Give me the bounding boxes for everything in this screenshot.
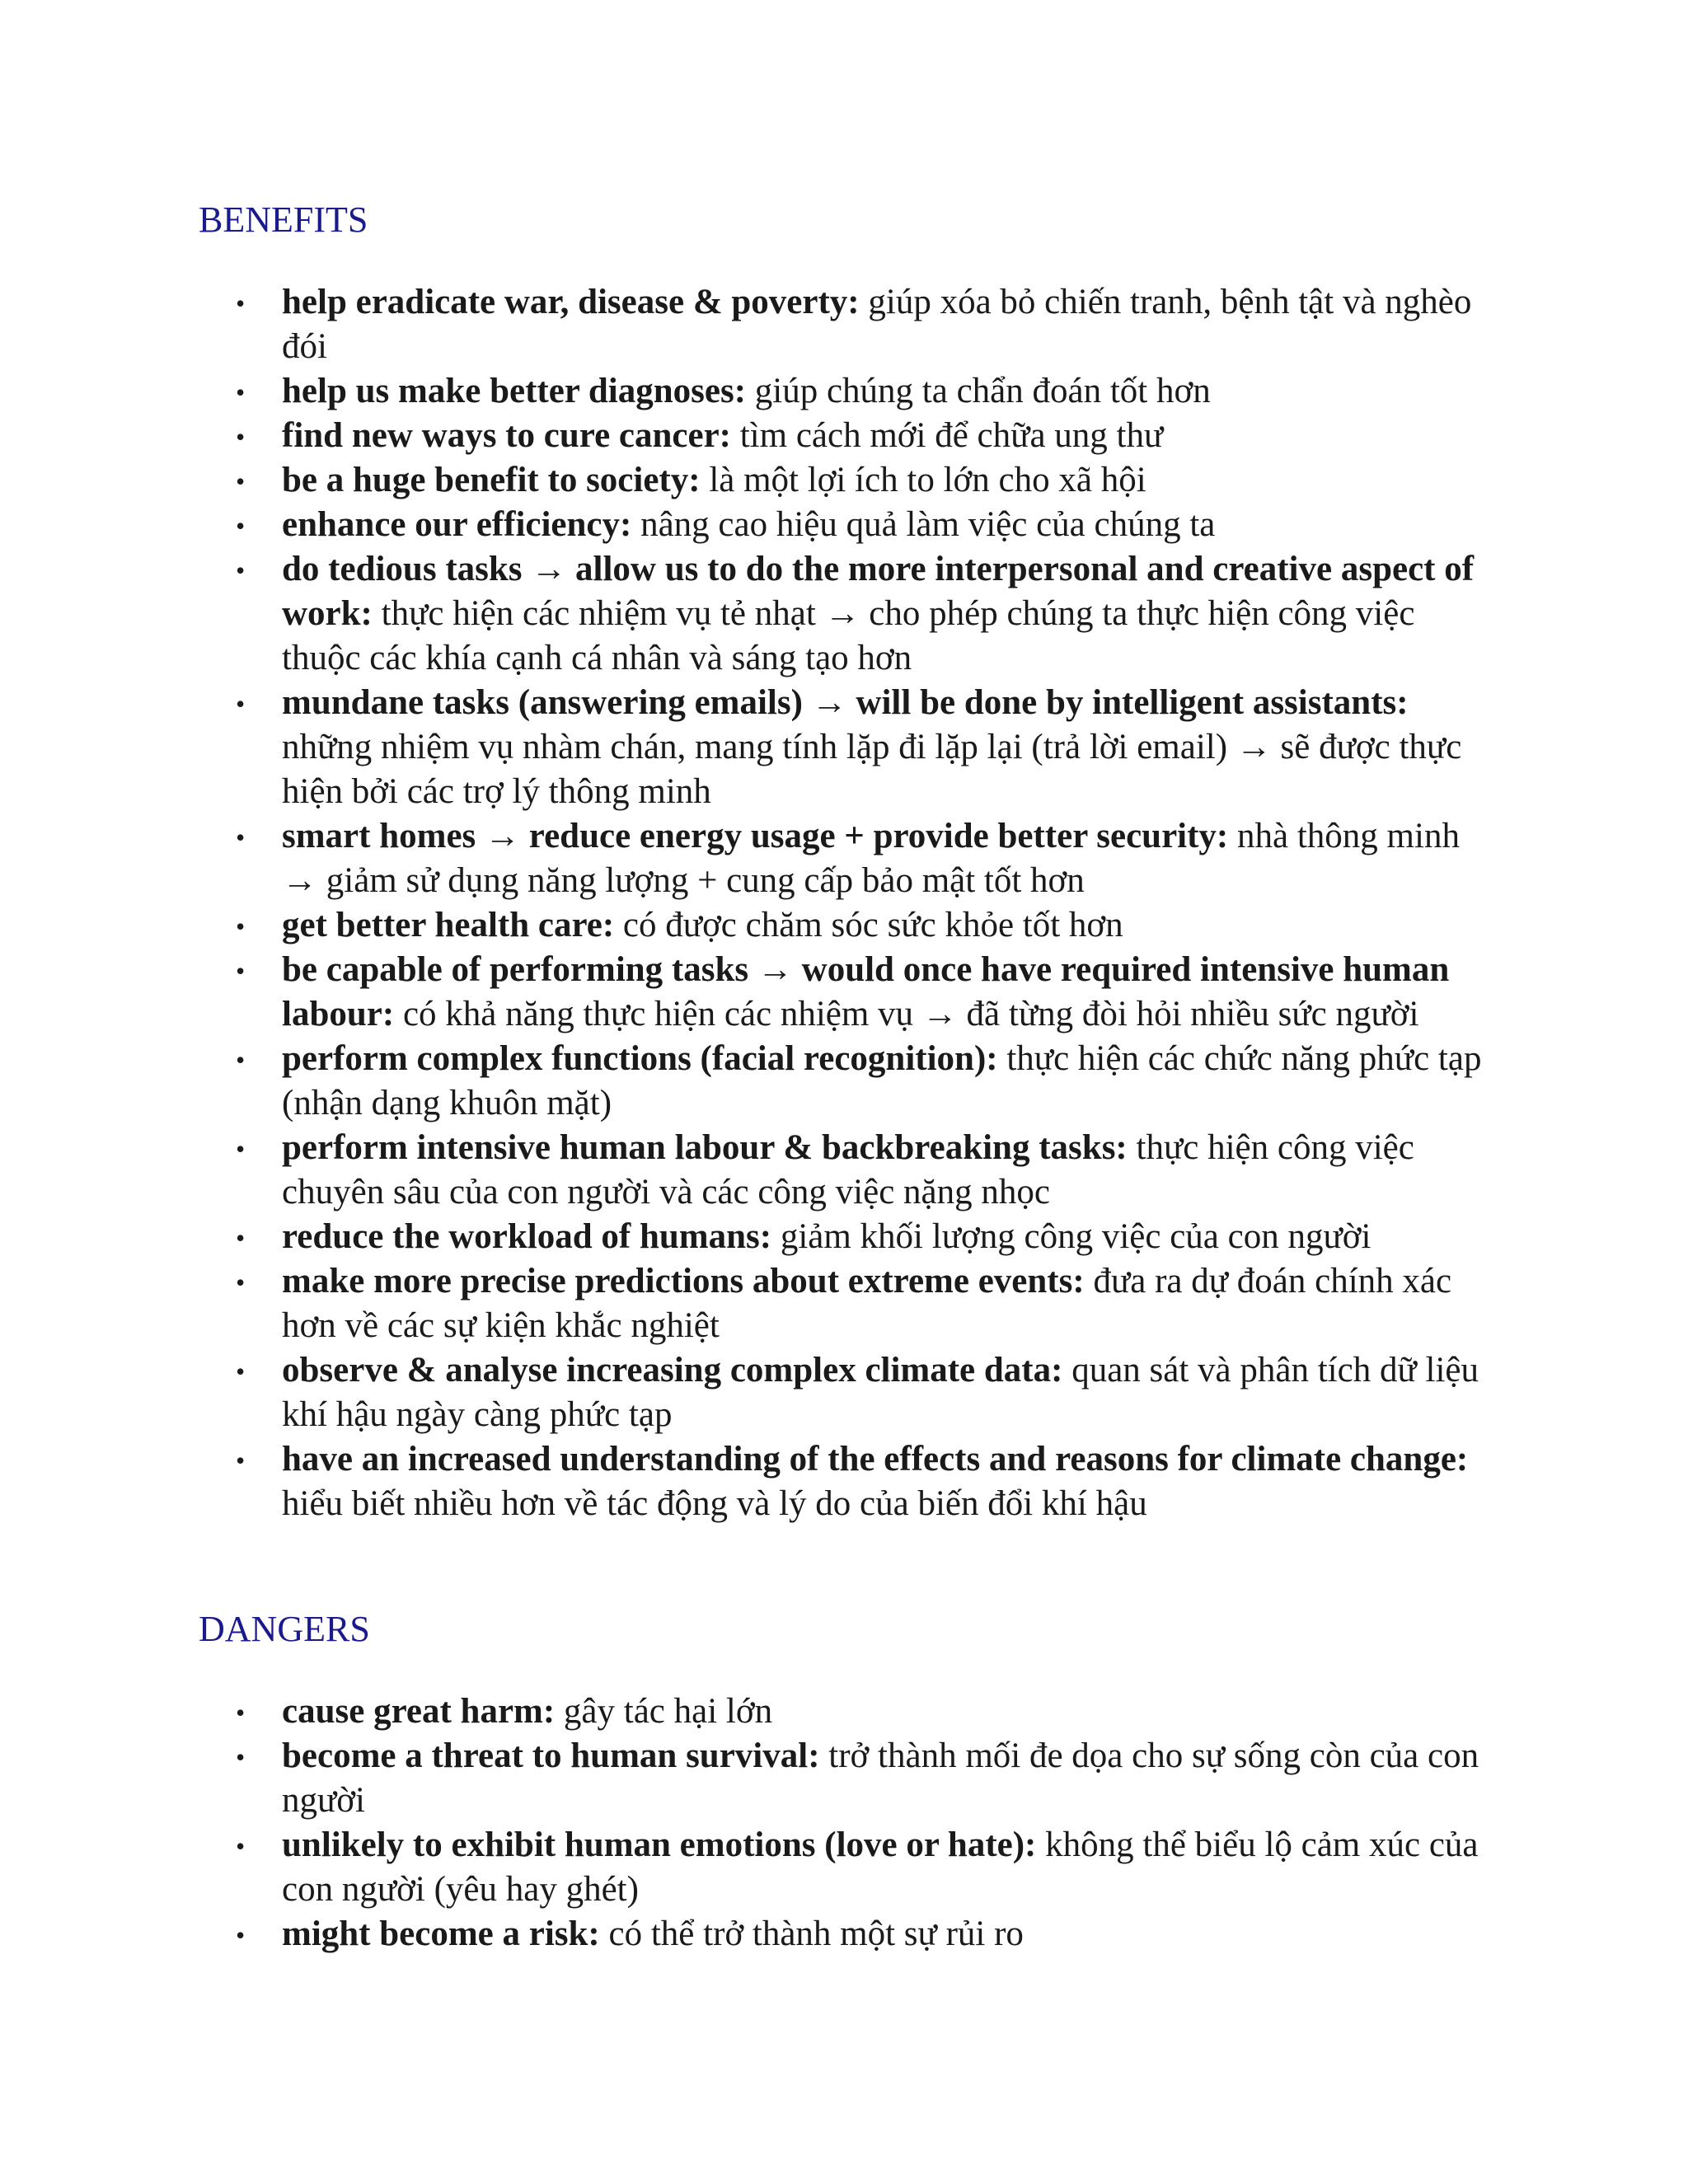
- bullet-icon: •: [236, 1742, 246, 1772]
- term: cause great harm:: [282, 1692, 556, 1731]
- term: unlikely to exhibit human emotions (love or hate):: [282, 1825, 1037, 1864]
- meaning: thực hiện công việc chuyên sâu của con người và các công việc nặng nhọc: [282, 1128, 1414, 1212]
- bullet-icon: •: [236, 1831, 246, 1861]
- benefits-heading: BENEFITS: [199, 199, 368, 240]
- list-item: [199, 369, 1501, 414]
- meaning: có thể trở thành một sự rủi ro: [608, 1915, 1024, 1953]
- meaning: nâng cao hiệu quả làm việc của chúng ta: [640, 505, 1216, 544]
- meaning: giảm khối lượng công việc của con người: [780, 1217, 1372, 1256]
- bullet-icon: •: [236, 1268, 246, 1297]
- bullet-icon: •: [236, 422, 246, 452]
- list-item: [199, 1734, 1501, 1823]
- term: smart homes → reduce energy usage + provide better security:: [282, 817, 1229, 855]
- term: mundane tasks (answering emails) → will be done by intelligent assistants:: [282, 683, 1409, 722]
- bullet-icon: •: [236, 1045, 246, 1075]
- bullet-icon: •: [236, 1446, 246, 1475]
- bullet-icon: •: [236, 912, 246, 941]
- list-item: [199, 414, 1501, 458]
- list-item: [199, 1690, 1501, 1734]
- bullet-icon: •: [236, 1223, 246, 1253]
- dangers-heading: DANGERS: [199, 1609, 370, 1649]
- term: might become a risk:: [282, 1915, 600, 1953]
- term: have an increased understanding of the effects and reasons for climate change:: [282, 1440, 1469, 1479]
- meaning: trở thành mối đe dọa cho sự sống còn của con người: [282, 1736, 1479, 1820]
- list-item: [199, 547, 1501, 681]
- term: perform intensive human labour & backbreaking tasks:: [282, 1128, 1128, 1167]
- meaning: những nhiệm vụ nhàm chán, mang tính lặp đi lặp lại (trả lời email) → sẽ được thực hiện bởi các trợ lý thông minh: [282, 728, 1462, 811]
- bullet-icon: •: [236, 555, 246, 585]
- bullet-icon: •: [236, 511, 246, 541]
- meaning: gây tác hại lớn: [563, 1692, 773, 1731]
- bullet-icon: •: [236, 956, 246, 986]
- meaning: hiểu biết nhiều hơn về tác động và lý do của biến đổi khí hậu: [282, 1484, 1147, 1523]
- meaning: nhà thông minh → giảm sử dụng năng lượng + cung cấp bảo mật tốt hơn: [282, 817, 1460, 900]
- meaning: tìm cách mới để chữa ung thư: [739, 416, 1164, 455]
- bullet-icon: •: [236, 466, 246, 496]
- list-item: [199, 1126, 1501, 1215]
- term: perform complex functions (facial recognition):: [282, 1039, 998, 1078]
- list-item: [199, 814, 1501, 903]
- bullet-icon: •: [236, 823, 246, 852]
- meaning: thực hiện các nhiệm vụ tẻ nhạt → cho phép chúng ta thực hiện công việc thuộc các khía cạnh cá nhân và sáng tạo hơn: [282, 594, 1415, 677]
- term: get better health care:: [282, 906, 615, 944]
- meaning: thực hiện các chức năng phức tạp (nhận dạng khuôn mặt): [282, 1039, 1482, 1122]
- list-item: [199, 903, 1501, 948]
- list-item: [199, 681, 1501, 814]
- list-item: [199, 1037, 1501, 1126]
- term: observe & analyse increasing complex climate data:: [282, 1351, 1063, 1390]
- meaning: có khả năng thực hiện các nhiệm vụ → đã từng đòi hỏi nhiều sức người: [402, 995, 1419, 1033]
- term: help us make better diagnoses:: [282, 372, 747, 410]
- meaning: quan sát và phân tích dữ liệu khí hậu ngày càng phức tạp: [282, 1351, 1479, 1434]
- list-item: [199, 1912, 1501, 1957]
- term: be capable of performing tasks → would once have required intensive human labour:: [282, 950, 1450, 1033]
- list-item: [199, 1215, 1501, 1259]
- list-item: [199, 458, 1501, 503]
- meaning: giúp chúng ta chẩn đoán tốt hơn: [754, 372, 1211, 410]
- benefits-list: [199, 280, 1501, 1526]
- term: be a huge benefit to society:: [282, 461, 701, 499]
- list-item: [199, 1437, 1501, 1526]
- list-item: [199, 1259, 1501, 1348]
- term: reduce the workload of humans:: [282, 1217, 772, 1256]
- bullet-icon: •: [236, 1698, 246, 1727]
- bullet-icon: •: [236, 1134, 246, 1164]
- bullet-icon: •: [236, 689, 246, 719]
- list-item: [199, 1348, 1501, 1437]
- term: find new ways to cure cancer:: [282, 416, 731, 455]
- term: become a threat to human survival:: [282, 1736, 820, 1775]
- meaning: là một lợi ích to lớn cho xã hội: [709, 461, 1146, 499]
- bullet-icon: •: [236, 1357, 246, 1386]
- list-item: [199, 503, 1501, 547]
- list-item: [199, 948, 1501, 1037]
- bullet-icon: •: [236, 377, 246, 407]
- list-item: [199, 1823, 1501, 1912]
- bullet-icon: •: [236, 1920, 246, 1950]
- term: help eradicate war, disease & poverty:: [282, 283, 860, 321]
- meaning: đưa ra dự đoán chính xác hơn về các sự kiện khắc nghiệt: [282, 1262, 1452, 1345]
- meaning: không thể biểu lộ cảm xúc của con người (yêu hay ghét): [282, 1825, 1479, 1909]
- bullet-icon: •: [236, 288, 246, 318]
- dangers-list: [199, 1690, 1501, 1957]
- term: enhance our efficiency:: [282, 505, 632, 544]
- meaning: có được chăm sóc sức khỏe tốt hơn: [622, 906, 1123, 944]
- term: make more precise predictions about extreme events:: [282, 1262, 1085, 1301]
- term: do tedious tasks → allow us to do the more interpersonal and creative aspect of work:: [282, 550, 1475, 633]
- meaning: giúp xóa bỏ chiến tranh, bệnh tật và nghèo đói: [282, 283, 1472, 366]
- list-item: [199, 280, 1501, 369]
